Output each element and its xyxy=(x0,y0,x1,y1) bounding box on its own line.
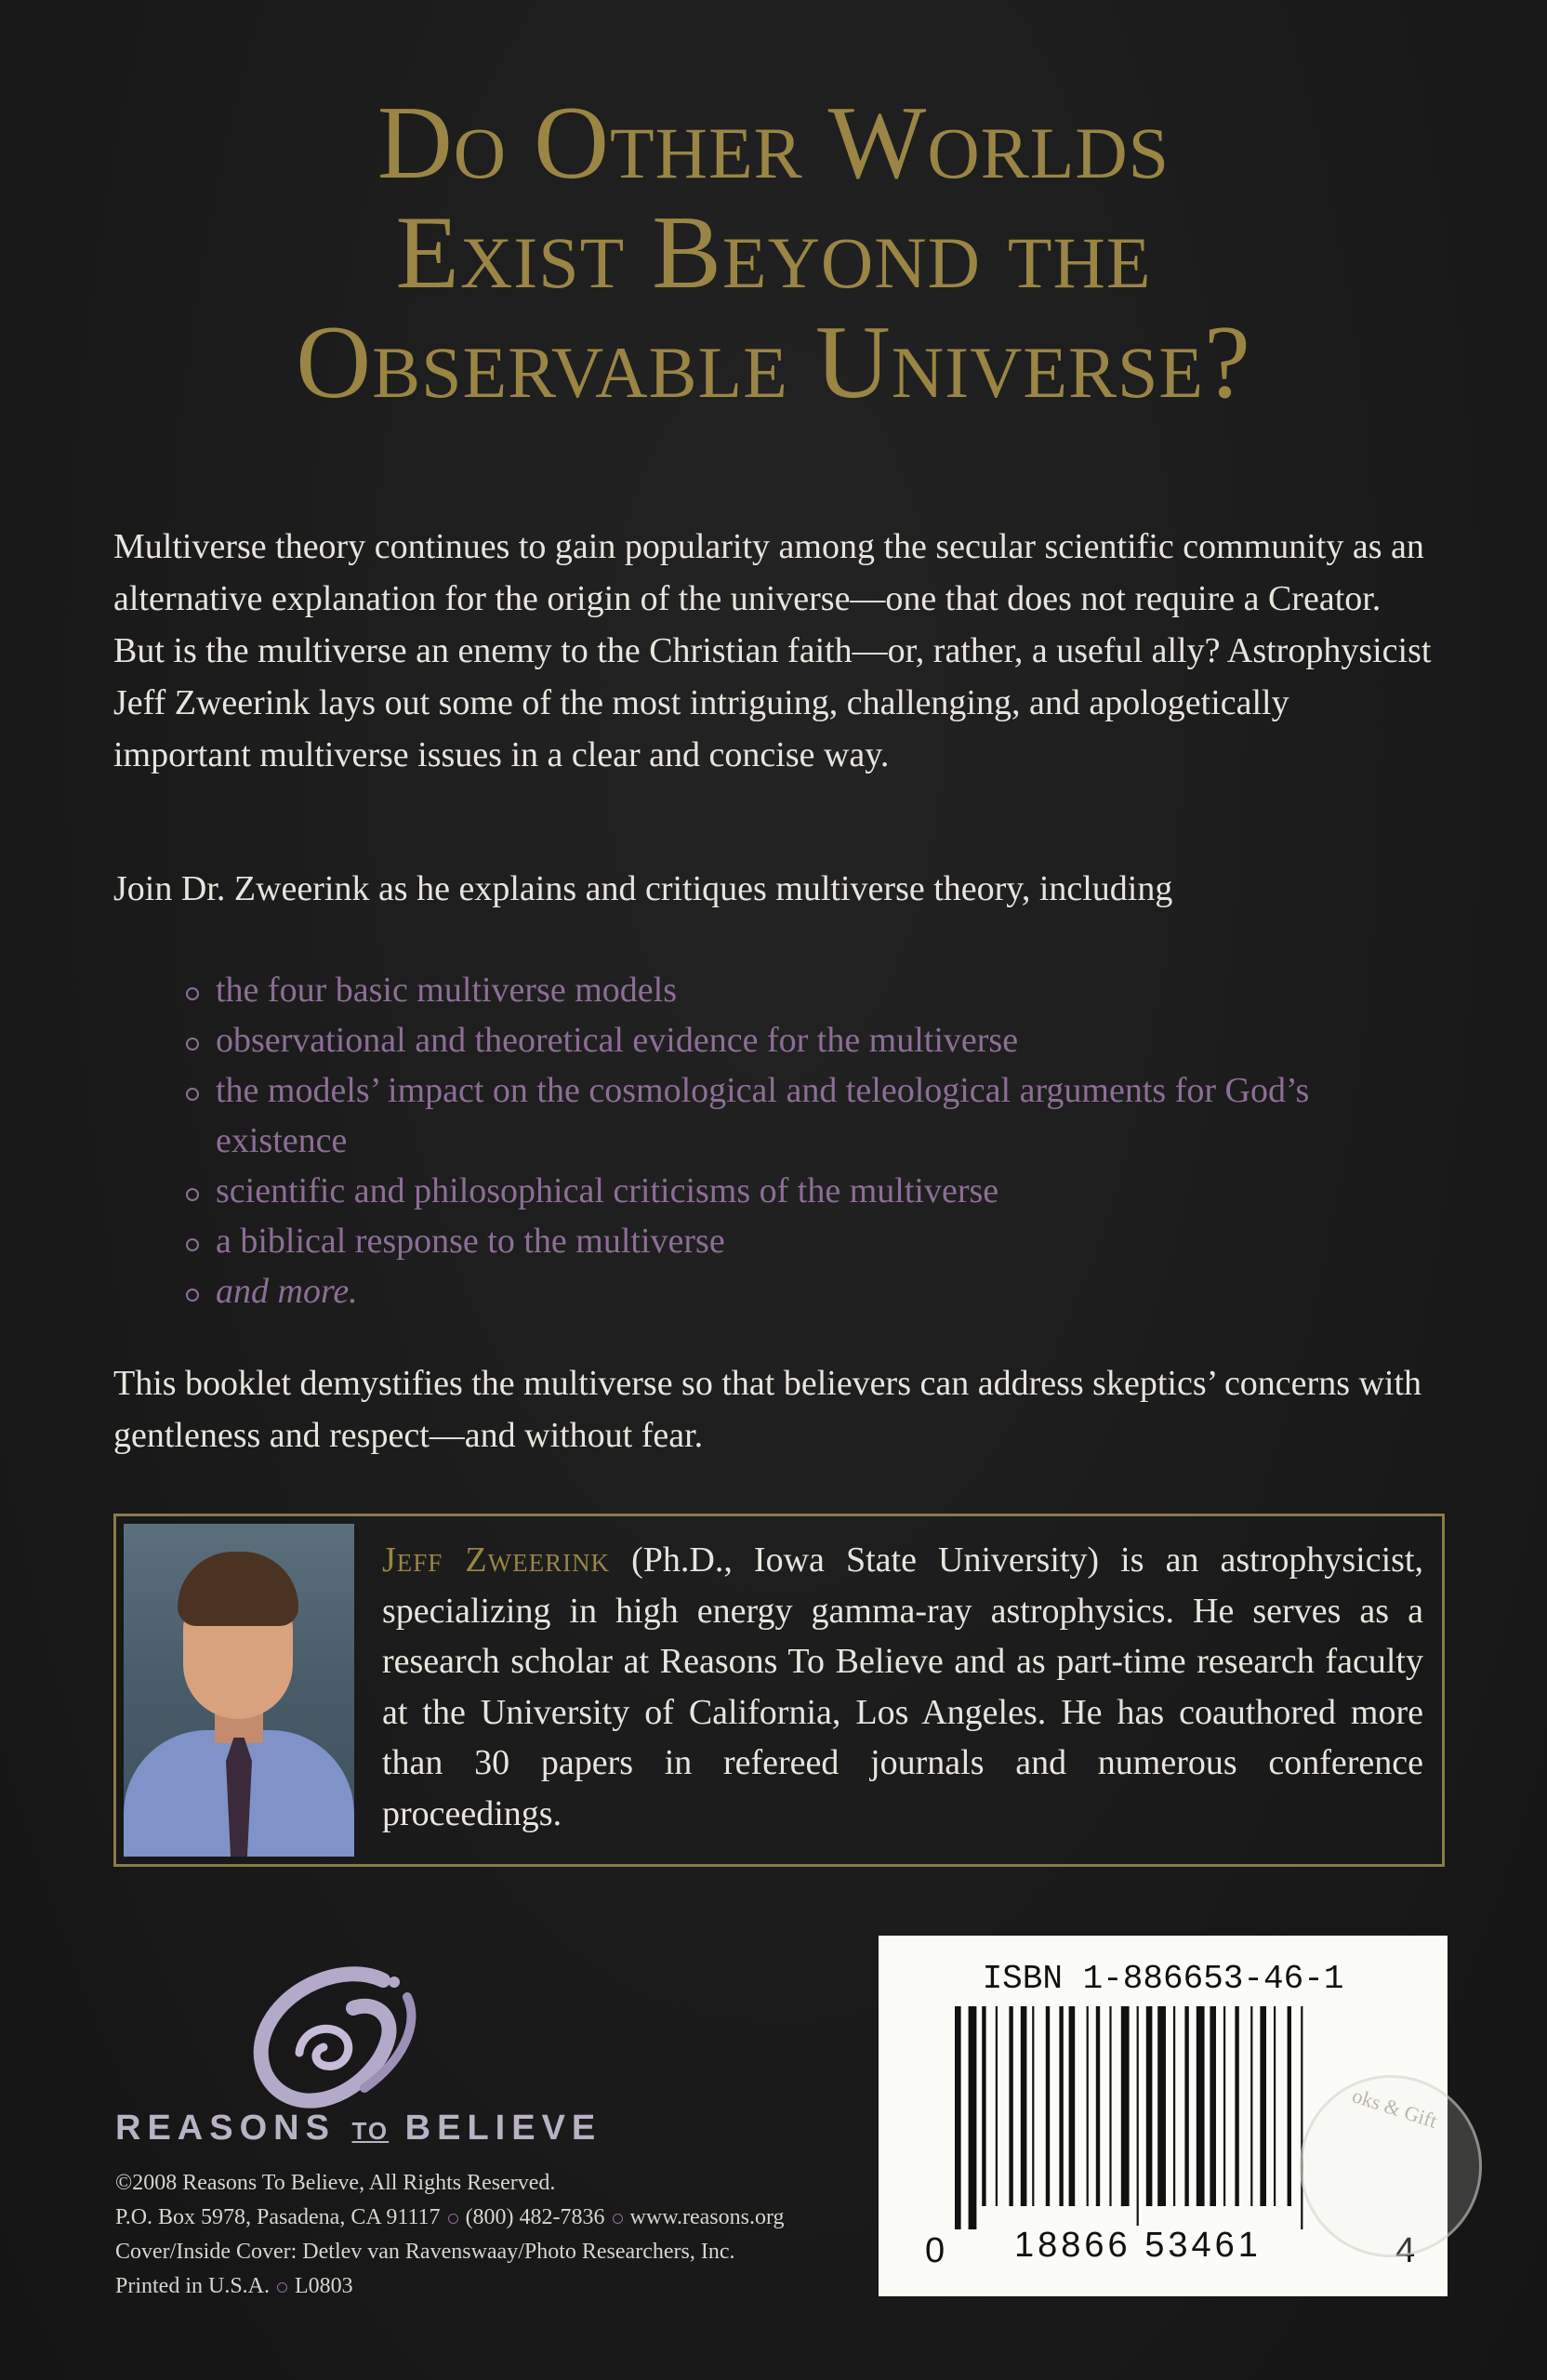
topic-item: a biblical response to the multiverse xyxy=(182,1216,1391,1266)
topic-item: scientific and philosophical criticisms of the multiverse xyxy=(182,1166,1391,1216)
isbn-text: ISBN 1-886653-46-1 xyxy=(982,1960,1344,1998)
copyright: ©2008 Reasons To Believe, All Rights Reserved. xyxy=(115,2171,556,2195)
topic-item: observational and theoretical evidence for the multiverse xyxy=(182,1015,1391,1065)
store-stamp xyxy=(1300,2075,1482,2257)
publisher-name: REASONS TO BELIEVE xyxy=(115,2109,602,2148)
barcode-digit-right: 4 xyxy=(1395,2231,1416,2270)
topic-list xyxy=(182,965,1391,1316)
author-photo xyxy=(124,1524,354,1857)
topic-item-more: and more. xyxy=(182,1266,1391,1316)
author-bio-text: (Ph.D., Iowa State University) is an astrophysicist, specializing in high energy gamma-ray astrophysics. He serves as a research scholar at Reasons To Believe and as part-time research faculty at the University of California, Los Angeles. He has coauthored more than 30 papers in refereed journals and numerous conference proceedings. xyxy=(382,1540,1423,1833)
author-bio-box xyxy=(113,1514,1445,1867)
separator-dot-icon xyxy=(613,2214,623,2224)
topic-item: the models’ impact on the cosmological and teleological arguments for God’s existence xyxy=(182,1065,1391,1166)
barcode-digits: 18866 53461 xyxy=(1009,2226,1267,2266)
stamp-text: oks & Gift xyxy=(1349,2083,1440,2133)
headline xyxy=(0,86,1547,420)
barcode-digit-left: 0 xyxy=(925,2231,945,2270)
printed-line: Printed in U.S.A. L0803 xyxy=(115,2274,353,2298)
separator-dot-icon xyxy=(277,2282,287,2293)
author-name: Jeff Zweerink xyxy=(382,1540,611,1580)
contact-line: P.O. Box 5978, Pasadena, CA 91117 (800) 482-7836 www.reasons.org xyxy=(115,2205,785,2229)
separator-dot-icon xyxy=(448,2214,458,2224)
headline-line-3: Observable Universe? xyxy=(296,305,1251,420)
author-bio xyxy=(382,1535,1423,1839)
closing-paragraph: This booklet demystifies the multiverse so that believers can address skeptics’ concerns with gentleness and respect—and without fear. xyxy=(113,1364,1422,1455)
headline-line-1: Do Other Worlds xyxy=(377,86,1170,201)
reasons-to-believe-logo-icon xyxy=(244,1960,430,2118)
intro-paragraph: Multiverse theory continues to gain popularity among the secular scientific community as an alternative explanation for the origin of the universe—one that does not require a Creator. But is the multiverse an enemy to the Christian faith—or, rather, a useful ally? Astrophysicist Jeff Zweerink lays out some of the most intriguing, challenging, and apologetically important multiverse issues in a clear and concise way. xyxy=(113,527,1432,774)
topic-item: the four basic multiverse models xyxy=(182,965,1391,1015)
cover-credit: Cover/Inside Cover: Detlev van Ravenswaay/Photo Researchers, Inc. xyxy=(115,2240,735,2264)
join-paragraph: Join Dr. Zweerink as he explains and critiques multiverse theory, including xyxy=(113,869,1173,908)
publisher-info xyxy=(115,2166,906,2304)
headline-line-2: Exist Beyond the xyxy=(395,195,1152,311)
